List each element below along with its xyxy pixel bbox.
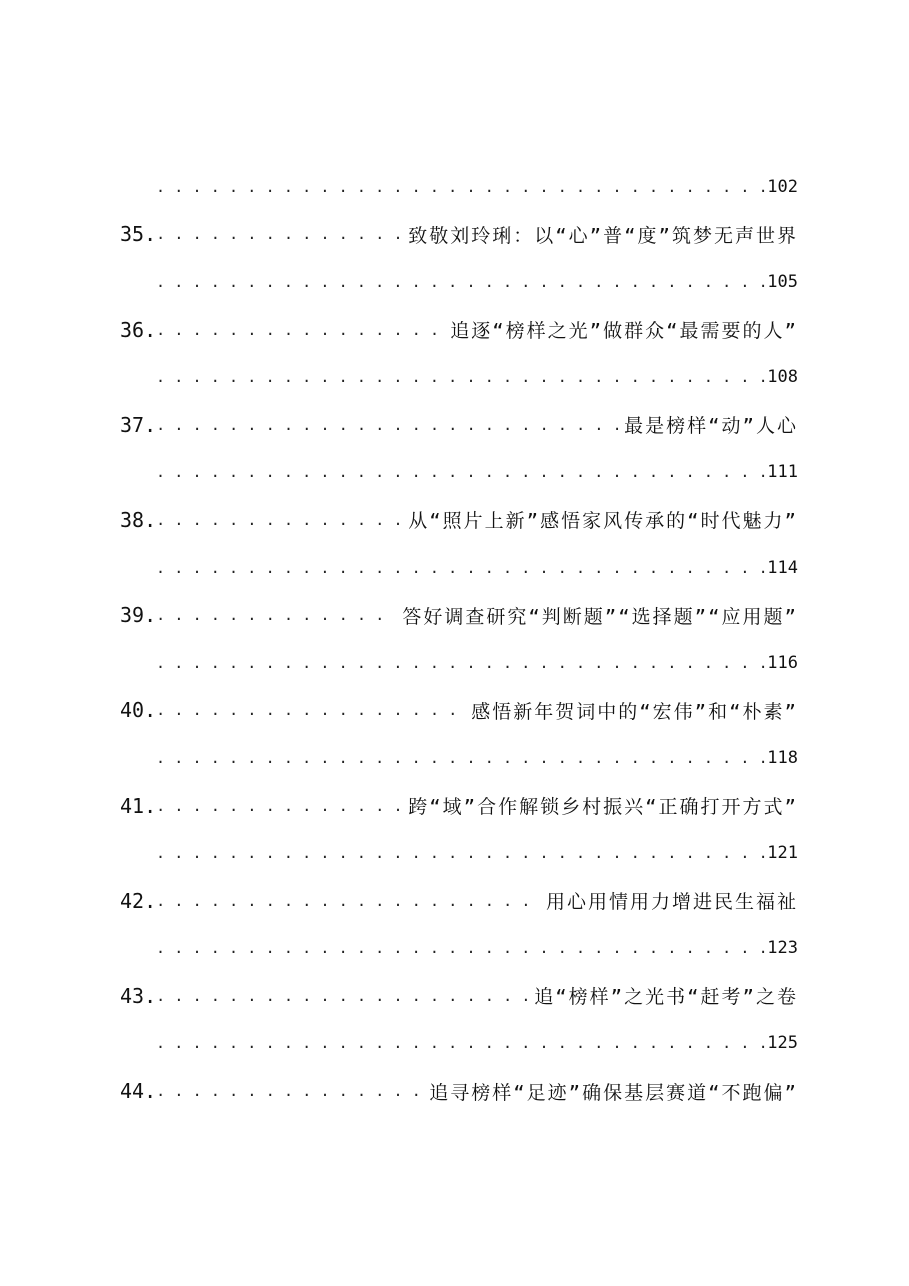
leader-dots: [156, 511, 402, 529]
toc-entry-number: 42.: [120, 888, 157, 913]
toc-entry-number: 43.: [120, 983, 157, 1008]
toc-entry-41[interactable]: [120, 782, 798, 830]
toc-page-number: 123: [767, 938, 798, 959]
toc-entry-40[interactable]: [120, 687, 798, 735]
toc-entry-44[interactable]: [120, 1067, 798, 1115]
leader-dots: [156, 606, 396, 624]
leader-dots: [156, 225, 402, 243]
leader-dots: [156, 987, 528, 1005]
toc-entry-number: 37.: [120, 412, 157, 437]
leader-dots: [156, 321, 444, 339]
toc-entry-title: 答好调查研究“判断题”“选择题”“应用题”: [402, 605, 798, 628]
toc-page-line: [120, 925, 798, 973]
toc-entry-number: 35.: [120, 222, 157, 247]
toc-entry-title: 感悟新年贺词中的“宏伟”和“朴素”: [471, 700, 798, 723]
toc-entry-number: 38.: [120, 507, 157, 532]
leader-dots: [156, 749, 765, 767]
leader-dots: [156, 844, 765, 862]
toc-page-number: 118: [767, 747, 798, 768]
leader-dots: [156, 416, 618, 434]
toc-entry-number: 39.: [120, 603, 157, 628]
toc-entry-title: 跨“域”合作解锁乡村振兴“正确打开方式”: [408, 796, 798, 819]
leader-dots: [156, 559, 765, 577]
leader-dots: [156, 797, 402, 815]
leader-dots: [156, 701, 465, 719]
toc-page-number: 105: [767, 271, 798, 292]
toc-entry-title: 从“照片上新”感悟家风传承的“时代魅力”: [408, 510, 798, 533]
toc-entry-number: 40.: [120, 698, 157, 723]
toc-page-line: [120, 829, 798, 877]
toc-page-line: [120, 258, 798, 306]
leader-dots: [156, 892, 540, 910]
toc-entry-number: 36.: [120, 317, 157, 342]
leader-dots: [156, 178, 765, 196]
toc-page-line: [120, 639, 798, 687]
toc-entry-35[interactable]: [120, 211, 798, 259]
toc-page-line: [120, 353, 798, 401]
leader-dots: [156, 1082, 423, 1100]
toc-entry-number: 44.: [120, 1079, 157, 1104]
toc-page-number: 125: [767, 1033, 798, 1054]
toc-page-line: [120, 734, 798, 782]
toc-entry-title: 追寻榜样“足迹”确保基层赛道“不跑偏”: [429, 1081, 798, 1104]
toc-entry-42[interactable]: [120, 877, 798, 925]
toc-entry-37[interactable]: [120, 401, 798, 449]
toc-entry-number: 41.: [120, 793, 157, 818]
toc-page-number: 111: [767, 462, 798, 483]
toc-entry-title: 追逐“榜样之光”做群众“最需要的人”: [450, 320, 798, 343]
toc-entry-38[interactable]: [120, 496, 798, 544]
leader-dots: [156, 463, 765, 481]
toc-entry-title: 追“榜样”之光书“赶考”之卷: [534, 986, 798, 1009]
toc-entry-43[interactable]: [120, 972, 798, 1020]
leader-dots: [156, 273, 765, 291]
toc-entry-36[interactable]: [120, 306, 798, 354]
toc-entry-39[interactable]: [120, 591, 798, 639]
toc-page-number: 102: [767, 176, 798, 197]
leader-dots: [156, 368, 765, 386]
leader-dots: [156, 1034, 765, 1052]
leader-dots: [156, 654, 765, 672]
toc-page-line: [120, 1020, 798, 1068]
toc-page-number: 108: [767, 367, 798, 388]
toc-entry-title: 用心用情用力增进民生福祉: [545, 891, 798, 914]
toc-page-line: [120, 163, 798, 211]
toc-entry-title: 致敬刘玲琍：以“心”普“度”筑梦无声世界: [408, 224, 798, 247]
toc-page-number: 114: [767, 557, 798, 578]
toc-page-number: 116: [767, 652, 798, 673]
table-of-contents: [120, 163, 798, 1115]
toc-entry-title: 最是榜样“动”人心: [624, 415, 798, 438]
toc-page-number: 121: [767, 843, 798, 864]
leader-dots: [156, 939, 765, 957]
toc-page-line: [120, 544, 798, 592]
toc-page-line: [120, 449, 798, 497]
